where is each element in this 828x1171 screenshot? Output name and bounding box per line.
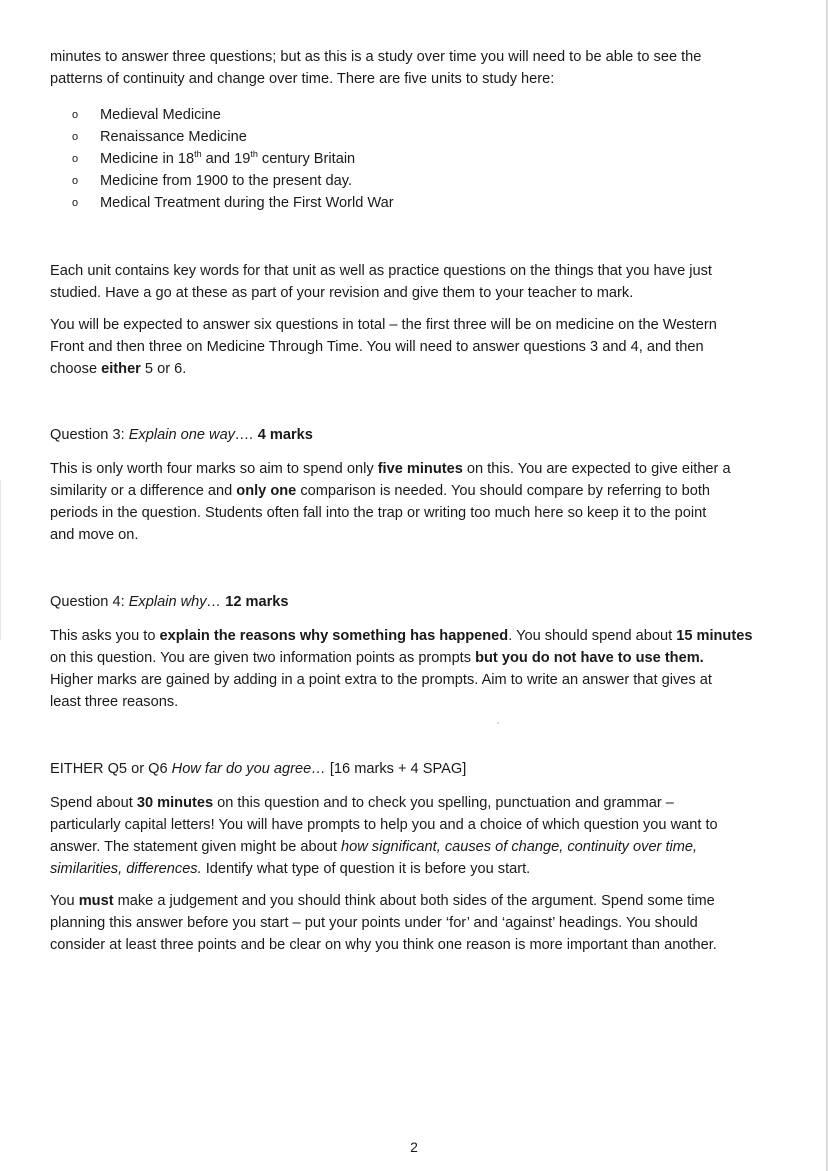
text-run: comparison is needed. You should compare by referring to both	[296, 483, 711, 499]
unit-text: Renaissance Medicine	[100, 129, 247, 145]
question-marks: 12 marks	[221, 594, 289, 610]
page-number: 2	[410, 1139, 418, 1155]
intro-line: patterns of continuity and change over time. There are five units to study here:	[50, 71, 555, 87]
paragraph-line: Front and then three on Medicine Through Time. You will need to answer questions 3 and 4, and then	[50, 339, 704, 355]
bullet-icon: o	[72, 131, 79, 143]
paragraph-line: Each unit contains key words for that unit as well as practice questions on the things that you have just	[50, 263, 712, 279]
emphasis: must	[78, 893, 114, 909]
text-run: Identify what type of question it is before you start.	[201, 861, 531, 877]
text-run: planning this answer before you start – put your points under ‘for’ and ‘against’ headings. You should	[50, 915, 698, 931]
unit-text: Medicine in 18	[100, 151, 195, 167]
text-run: particularly capital letters! You will have prompts to help you and a choice of which question you want to	[50, 817, 718, 833]
intro-line: minutes to answer three questions; but as this is a study over time you will need to be able to see the	[50, 49, 702, 65]
italic-text: similarities, differences.	[50, 861, 202, 877]
text-run: This asks you to	[50, 628, 160, 644]
paragraph-line: studied. Have a go at these as part of your revision and give them to your teacher to mark.	[50, 285, 634, 301]
bullet-icon: o	[72, 175, 79, 187]
text-run: periods in the question. Students often fall into the trap or writing too much here so keep it to the point	[50, 505, 707, 521]
unit-text: century Britain	[257, 151, 356, 167]
emphasis: only one	[236, 483, 297, 499]
text-run: Spend about	[50, 795, 137, 811]
emphasis: either	[101, 361, 141, 377]
question-label: Question 4:	[50, 594, 129, 610]
question-prompt: Explain why…	[128, 594, 222, 610]
text-run: This is only worth four marks so aim to spend only	[50, 461, 378, 477]
q4-heading	[50, 591, 770, 613]
bullet-icon: o	[72, 109, 79, 121]
text-run: Higher marks are gained by adding in a point extra to the prompts. Aim to write an answer that gives at	[50, 672, 712, 688]
text-run: You	[50, 893, 79, 909]
question-label: EITHER Q5 or Q6	[50, 761, 172, 777]
emphasis: 15 minutes	[676, 628, 753, 644]
list-item	[72, 104, 770, 126]
superscript: th	[194, 149, 202, 160]
emphasis: but you do not have to use them.	[475, 650, 704, 666]
emphasis: 30 minutes	[136, 795, 214, 811]
page-edge-left	[0, 480, 1, 640]
paragraph-line: choose	[50, 361, 102, 377]
q56-heading	[50, 758, 770, 780]
question-marks: 4 marks	[253, 427, 313, 443]
q3-body	[50, 458, 770, 546]
intro-paragraph	[50, 46, 770, 90]
expectations-paragraph	[50, 314, 770, 380]
text-run: answer. The statement given might be about	[50, 839, 341, 855]
text-run: and move on.	[50, 527, 139, 543]
question-label: Question 3:	[50, 427, 129, 443]
bullet-icon: o	[72, 153, 79, 165]
q3-heading	[50, 424, 770, 446]
emphasis: five minutes	[377, 461, 463, 477]
text-run: consider at least three points and be clear on why you think one reason is more important than another.	[50, 937, 717, 953]
text-run: on this question and to check you spelling, punctuation and grammar –	[213, 795, 674, 811]
q56-body	[50, 792, 770, 880]
paragraph-line: 5 or 6.	[140, 361, 187, 377]
unit-text: Medical Treatment during the First World War	[100, 195, 394, 211]
list-item	[72, 192, 770, 214]
judgement-paragraph	[50, 890, 770, 956]
units-list	[50, 104, 770, 214]
unit-text: Medicine from 1900 to the present day.	[100, 173, 353, 189]
bullet-icon: o	[72, 197, 79, 209]
unit-text: Medieval Medicine	[100, 107, 221, 123]
question-marks: [16 marks + 4 SPAG]	[325, 761, 467, 777]
text-run: least three reasons.	[50, 694, 179, 710]
unit-info-paragraph	[50, 260, 770, 304]
italic-text: how significant, causes of change, continuity over time,	[340, 839, 698, 855]
text-run: similarity or a difference and	[50, 483, 237, 499]
document-page	[50, 46, 770, 956]
emphasis: explain the reasons why something has happened	[159, 628, 509, 644]
list-item	[72, 170, 770, 192]
paragraph-line: You will be expected to answer six questions in total – the first three will be on medicine on the Western	[50, 317, 717, 333]
list-item	[72, 148, 770, 170]
question-prompt: How far do you agree…	[171, 761, 326, 777]
superscript: th	[250, 149, 258, 160]
text-run: on this. You are expected to give either a	[462, 461, 731, 477]
question-prompt: Explain one way….	[128, 427, 254, 443]
text-run: on this question. You are given two information points as prompts	[50, 650, 476, 666]
list-item	[72, 126, 770, 148]
unit-text: and 19	[201, 151, 251, 167]
text-run: . You should spend about	[508, 628, 677, 644]
text-run: make a judgement and you should think about both sides of the argument. Spend some time	[113, 893, 715, 909]
q4-body	[50, 625, 770, 713]
